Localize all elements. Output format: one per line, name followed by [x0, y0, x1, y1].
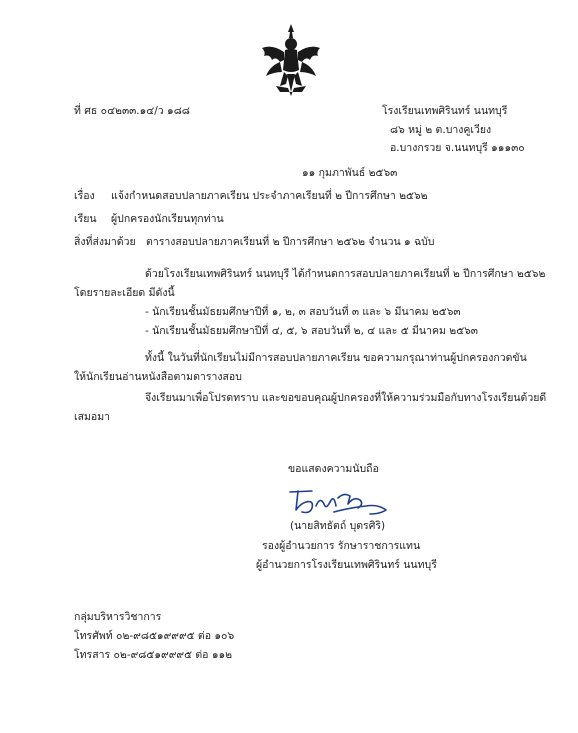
body-paragraph-3-line-1: จึงเรียนมาเพื่อโปรดทราบ และขอขอบคุณผู้ปกครองที่ให้ความร่วมมือกับทางโรงเรียนด้วยดี: [145, 392, 547, 404]
subject-text: แจ้งกำหนดสอบปลายภาคเรียน ประจำภาคเรียนที่ ๒ ปีการศึกษา ๒๕๖๒: [111, 190, 428, 202]
body-paragraph-3-line-2: เสมอมา: [74, 411, 111, 423]
schedule-bullet-2: - นักเรียนชั้นมัธยมศึกษาปีที่ ๔, ๕, ๖ สอบวันที่ ๒, ๔ และ ๕ มีนาคม ๒๕๖๓: [145, 325, 478, 337]
body-paragraph-2-line-2: ให้นักเรียนอ่านหนังสือตามตารางสอบ: [74, 371, 242, 383]
closing-salutation: ขอแสดงความนับถือ: [288, 463, 379, 475]
signatory-title-line2: ผู้อำนวยการโรงเรียนเทพศิรินทร์ นนทบุรี: [256, 559, 437, 571]
handwritten-signature: [282, 484, 392, 520]
schedule-bullet-1: - นักเรียนชั้นมัธยมศึกษาปีที่ ๑, ๒, ๓ สอบวันที่ ๓ และ ๖ มีนาคม ๒๕๖๓: [145, 306, 461, 318]
reference-number: ที่ ศธ ๐๔๒๓๓.๑๔/ว ๑๘๘: [74, 105, 190, 117]
letter-date: ๑๑ กุมภาพันธ์ ๒๕๖๓: [302, 167, 398, 179]
body-paragraph-1-line-1: ด้วยโรงเรียนเทพศิรินทร์ นนทบุรี ได้กำหนดการสอบปลายภาคเรียนที่ ๒ ปีการศึกษา ๒๕๖๒: [145, 268, 546, 280]
enclosure-label: สิ่งที่ส่งมาด้วย: [74, 236, 136, 248]
recipient-text: ผู้ปกครองนักเรียนทุกท่าน: [111, 213, 224, 225]
body-paragraph-2-line-1: ทั้งนี้ ในวันที่นักเรียนไม่มีการสอบปลายภาคเรียน ขอความกรุณาท่านผู้ปกครองกวดขัน: [145, 352, 527, 364]
signatory-title-line1: รองผู้อำนวยการ รักษาราชการแทน: [262, 540, 421, 552]
signatory-name: (นายสิทธัตถ์ บุตรศิริ): [290, 520, 386, 532]
garuda-emblem: [258, 22, 324, 98]
enclosure-text: ตารางสอบปลายภาคเรียนที่ ๒ ปีการศึกษา ๒๕๖๒ จำนวน ๑ ฉบับ: [146, 236, 435, 248]
subject-label: เรื่อง: [74, 190, 95, 202]
footer-phone: โทรศัพท์ ๐๒-๙๘๕๑๙๙๙๕ ต่อ ๑๐๖: [74, 630, 235, 642]
footer-department: กลุ่มบริหารวิชาการ: [74, 611, 162, 623]
sender-address-line1: ๘๖ หมู่ ๒ ต.บางคูเวียง: [390, 124, 492, 136]
sender-address-line2: อ.บางกรวย จ.นนทบุรี ๑๑๑๓๐: [390, 142, 525, 154]
body-paragraph-1-line-2: โดยรายละเอียด มีดังนี้: [74, 287, 175, 299]
sender-org: โรงเรียนเทพศิรินทร์ นนทบุรี: [382, 105, 508, 117]
recipient-label: เรียน: [74, 213, 97, 225]
footer-fax: โทรสาร ๐๒-๙๘๕๑๙๙๙๕ ต่อ ๑๑๒: [74, 649, 233, 661]
